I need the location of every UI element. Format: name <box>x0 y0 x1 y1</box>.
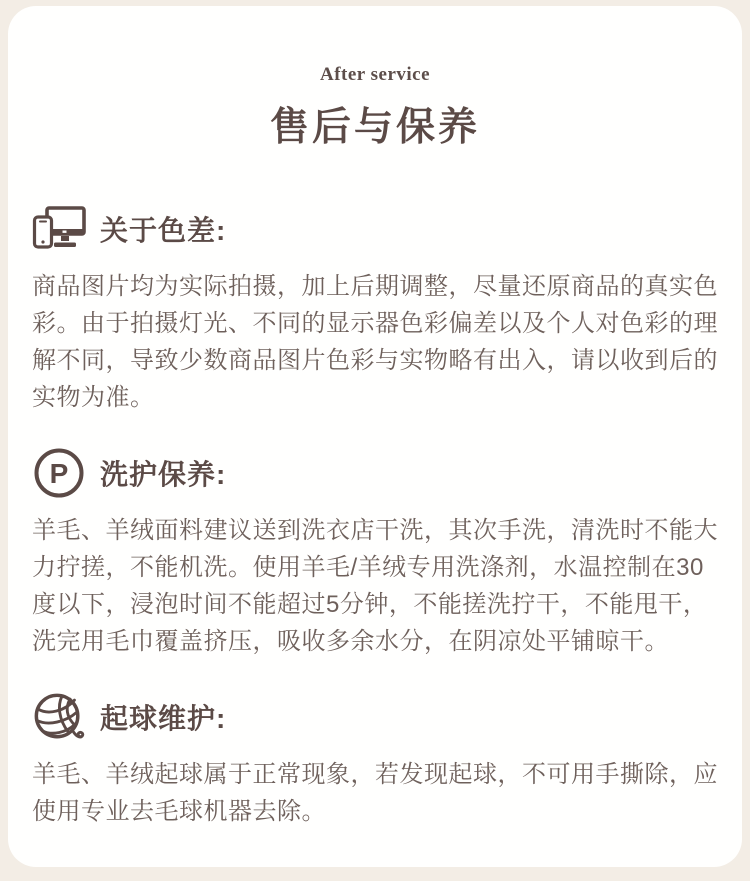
section-pilling-maintenance-body: 羊毛、羊绒起球属于正常现象，若发现起球，不可用手撕除，应使用专业去毛球机器去除。 <box>32 761 718 825</box>
subtitle-after-service: After service <box>319 64 431 85</box>
yarn-ball-icon <box>32 690 86 744</box>
page <box>0 6 750 881</box>
svg-text:P: P <box>49 458 69 489</box>
section-pilling-maintenance <box>32 690 718 830</box>
section-color-difference-header <box>32 202 718 256</box>
after-service-card <box>8 6 742 867</box>
devices-icon <box>32 202 86 256</box>
dry-clean-p-icon <box>32 446 86 500</box>
section-color-difference-heading: 关于色差: <box>100 215 227 246</box>
section-washing-care-body: 羊毛、羊绒面料建议送到洗衣店干洗，其次手洗，清洗时不能大力拧搓，不能机洗。使用羊毛/羊绒专用洗涤剂，水温控制在30度以下，浸泡时间不能超过5分钟，不能搓洗拧干，不能甩干，洗完用毛巾覆盖挤压，吸收多余水分，在阴凉处平铺晾干。 <box>32 517 718 655</box>
section-washing-care-heading: 洗护保养: <box>100 459 227 490</box>
section-washing-care <box>32 446 718 660</box>
page-title: 售后与保养 <box>269 106 480 149</box>
section-washing-care-header <box>32 446 718 500</box>
section-pilling-maintenance-header <box>32 690 718 744</box>
section-color-difference-body: 商品图片均为实际拍摄，加上后期调整，尽量还原商品的真实色彩。由于拍摄灯光、不同的显示器色彩偏差以及个人对色彩的理解不同，导致少数商品图片色彩与实物略有出入，请以收到后的实物为准。 <box>32 273 718 411</box>
section-color-difference <box>32 202 718 416</box>
section-pilling-maintenance-heading: 起球维护: <box>100 703 227 734</box>
